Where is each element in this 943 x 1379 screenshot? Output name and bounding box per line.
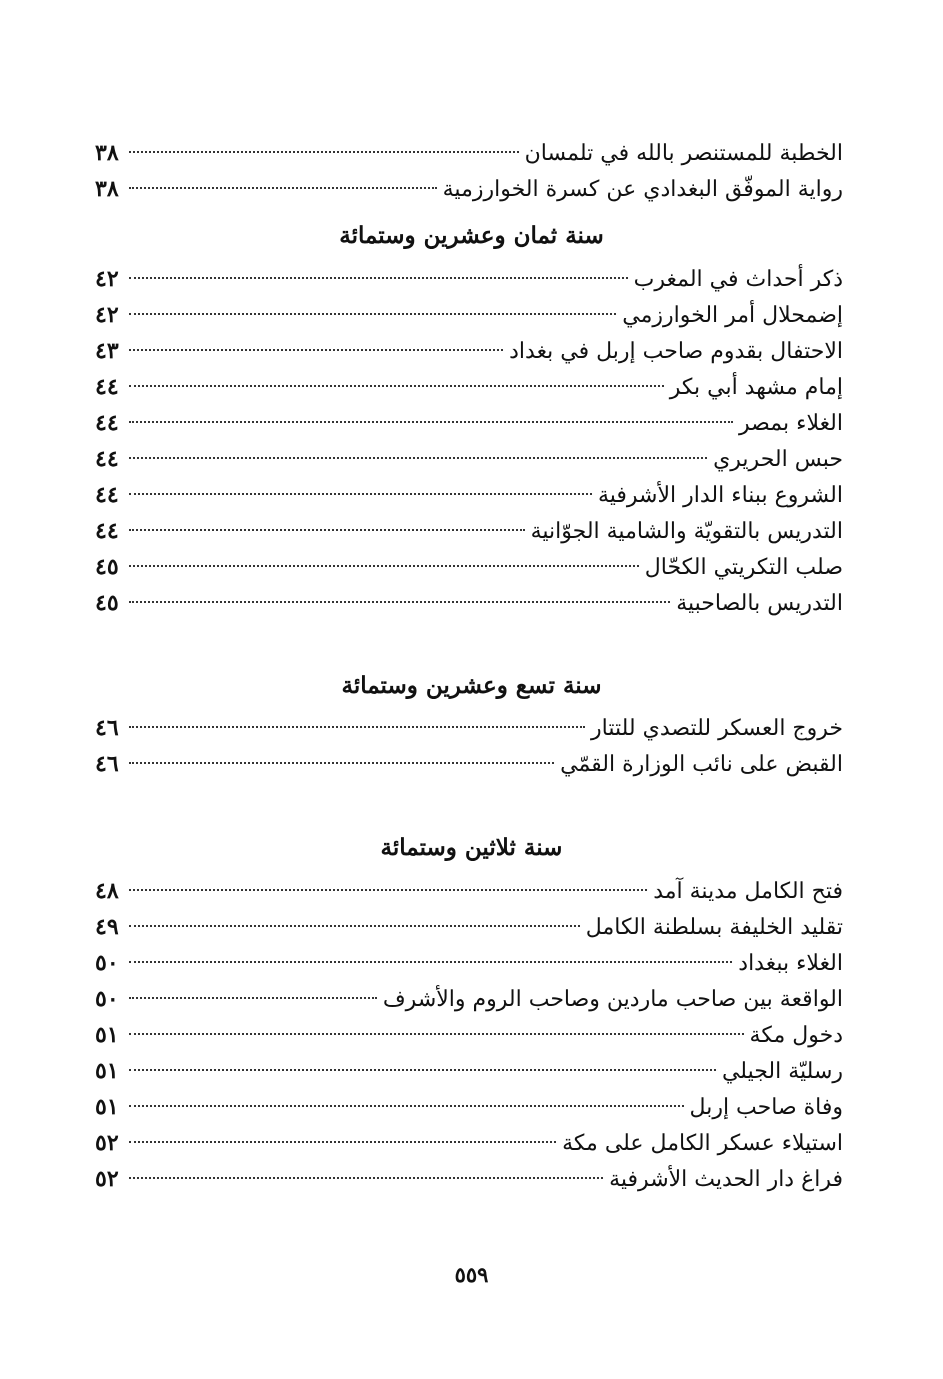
entry-page: ٤٤	[95, 446, 119, 472]
entry-title: ذكر أحداث في المغرب	[633, 267, 843, 292]
entry-page: ٤٣	[95, 338, 119, 364]
section-heading: سنة ثمان وعشرين وستمائة	[339, 222, 604, 249]
entry-page: ٤٥	[95, 554, 119, 580]
dot-leader	[129, 151, 519, 153]
entry-title: رسليّة الجيلي	[721, 1059, 843, 1084]
toc-entry	[95, 514, 843, 548]
entry-page: ٥٠	[95, 986, 119, 1012]
toc-entry	[95, 370, 843, 404]
toc-entry	[95, 298, 843, 332]
dot-leader	[129, 1141, 556, 1143]
toc-entry	[95, 442, 843, 476]
entry-title: الواقعة بين صاحب ماردين وصاحب الروم والأشرف	[382, 987, 843, 1012]
toc-entry	[95, 172, 843, 206]
toc-entry	[95, 1090, 843, 1124]
toc-entry	[95, 406, 843, 440]
dot-leader	[129, 997, 377, 999]
dot-leader	[129, 565, 639, 567]
entry-page: ٣٨	[95, 176, 119, 202]
dot-leader	[129, 385, 664, 387]
dot-leader	[129, 762, 554, 764]
entry-page: ٤٩	[95, 914, 119, 940]
toc-entry	[95, 478, 843, 512]
dot-leader	[129, 187, 437, 189]
dot-leader	[129, 726, 585, 728]
entry-title: استيلاء عسكر الكامل على مكة	[562, 1131, 843, 1156]
entry-title: إضمحلال أمر الخوارزمي	[622, 303, 843, 328]
entry-title: فراغ دار الحديث الأشرفية	[609, 1167, 843, 1192]
entry-page: ٤٦	[95, 715, 119, 741]
toc-entry	[95, 550, 843, 584]
entry-page: ٤٢	[95, 266, 119, 292]
dot-leader	[129, 529, 525, 531]
entry-title: صلب التكريتي الكحّال	[644, 555, 843, 580]
toc-entry	[95, 334, 843, 368]
toc-entry	[95, 262, 843, 296]
section-heading: سنة تسع وعشرين وستمائة	[341, 672, 602, 699]
toc-entry	[95, 910, 843, 944]
entry-title: التدريس بالتقويّة والشامية الجوّانية	[530, 519, 843, 544]
entry-title: الشروع ببناء الدار الأشرفية	[597, 483, 843, 508]
page-number: ٥٥٩	[454, 1262, 489, 1287]
dot-leader	[129, 1033, 744, 1035]
toc-entry	[95, 136, 843, 170]
entry-title: حبس الحريري	[713, 447, 843, 472]
dot-leader	[129, 457, 707, 459]
entry-page: ٤٤	[95, 374, 119, 400]
toc-entry	[95, 1018, 843, 1052]
entry-page: ٤٤	[95, 482, 119, 508]
dot-leader	[129, 601, 670, 603]
entry-title: فتح الكامل مدينة آمد	[653, 879, 843, 904]
entry-page: ٥٢	[95, 1166, 119, 1192]
entry-title: خروج العسكر للتصدي للتتار	[591, 716, 843, 741]
entry-title: إمام مشهد أبي بكر	[669, 375, 843, 400]
entry-title: القبض على نائب الوزارة القمّي	[560, 752, 843, 777]
entry-page: ٥٢	[95, 1130, 119, 1156]
entry-title: رواية الموفّق البغدادي عن كسرة الخوارزمية	[442, 177, 843, 202]
dot-leader	[129, 421, 733, 423]
entry-page: ٥١	[95, 1094, 119, 1120]
toc-entry	[95, 946, 843, 980]
entry-page: ٣٨	[95, 140, 119, 166]
entry-page: ٤٤	[95, 518, 119, 544]
entry-page: ٥١	[95, 1022, 119, 1048]
entry-title: التدريس بالصاحبية	[676, 591, 843, 616]
entry-page: ٤٥	[95, 590, 119, 616]
dot-leader	[129, 1069, 716, 1071]
dot-leader	[129, 313, 616, 315]
dot-leader	[129, 277, 628, 279]
dot-leader	[129, 1105, 684, 1107]
dot-leader	[129, 493, 592, 495]
toc-entry	[95, 586, 843, 620]
entry-title: تقليد الخليفة بسلطنة الكامل	[585, 915, 843, 940]
dot-leader	[129, 889, 647, 891]
entry-page: ٤٨	[95, 878, 119, 904]
section-heading: سنة ثلاثين وستمائة	[380, 834, 563, 861]
toc-entry	[95, 1126, 843, 1160]
dot-leader	[129, 1177, 603, 1179]
dot-leader	[129, 961, 732, 963]
entry-title: الخطبة للمستنصر بالله في تلمسان	[524, 141, 843, 166]
toc-entry	[95, 874, 843, 908]
entry-title: الاحتفال بقدوم صاحب إربل في بغداد	[509, 339, 843, 364]
toc-entry	[95, 1162, 843, 1196]
entry-page: ٥١	[95, 1058, 119, 1084]
entry-title: دخول مكة	[749, 1023, 843, 1048]
entry-page: ٥٠	[95, 950, 119, 976]
toc-entry	[95, 982, 843, 1016]
toc-entry	[95, 711, 843, 745]
entry-page: ٤٦	[95, 751, 119, 777]
dot-leader	[129, 349, 503, 351]
entry-page: ٤٢	[95, 302, 119, 328]
entry-title: وفاة صاحب إربل	[689, 1095, 843, 1120]
entry-title: الغلاء بمصر	[739, 411, 843, 436]
toc-entry	[95, 1054, 843, 1088]
entry-page: ٤٤	[95, 410, 119, 436]
toc-entry	[95, 747, 843, 781]
entry-title: الغلاء ببغداد	[738, 951, 843, 976]
dot-leader	[129, 925, 580, 927]
